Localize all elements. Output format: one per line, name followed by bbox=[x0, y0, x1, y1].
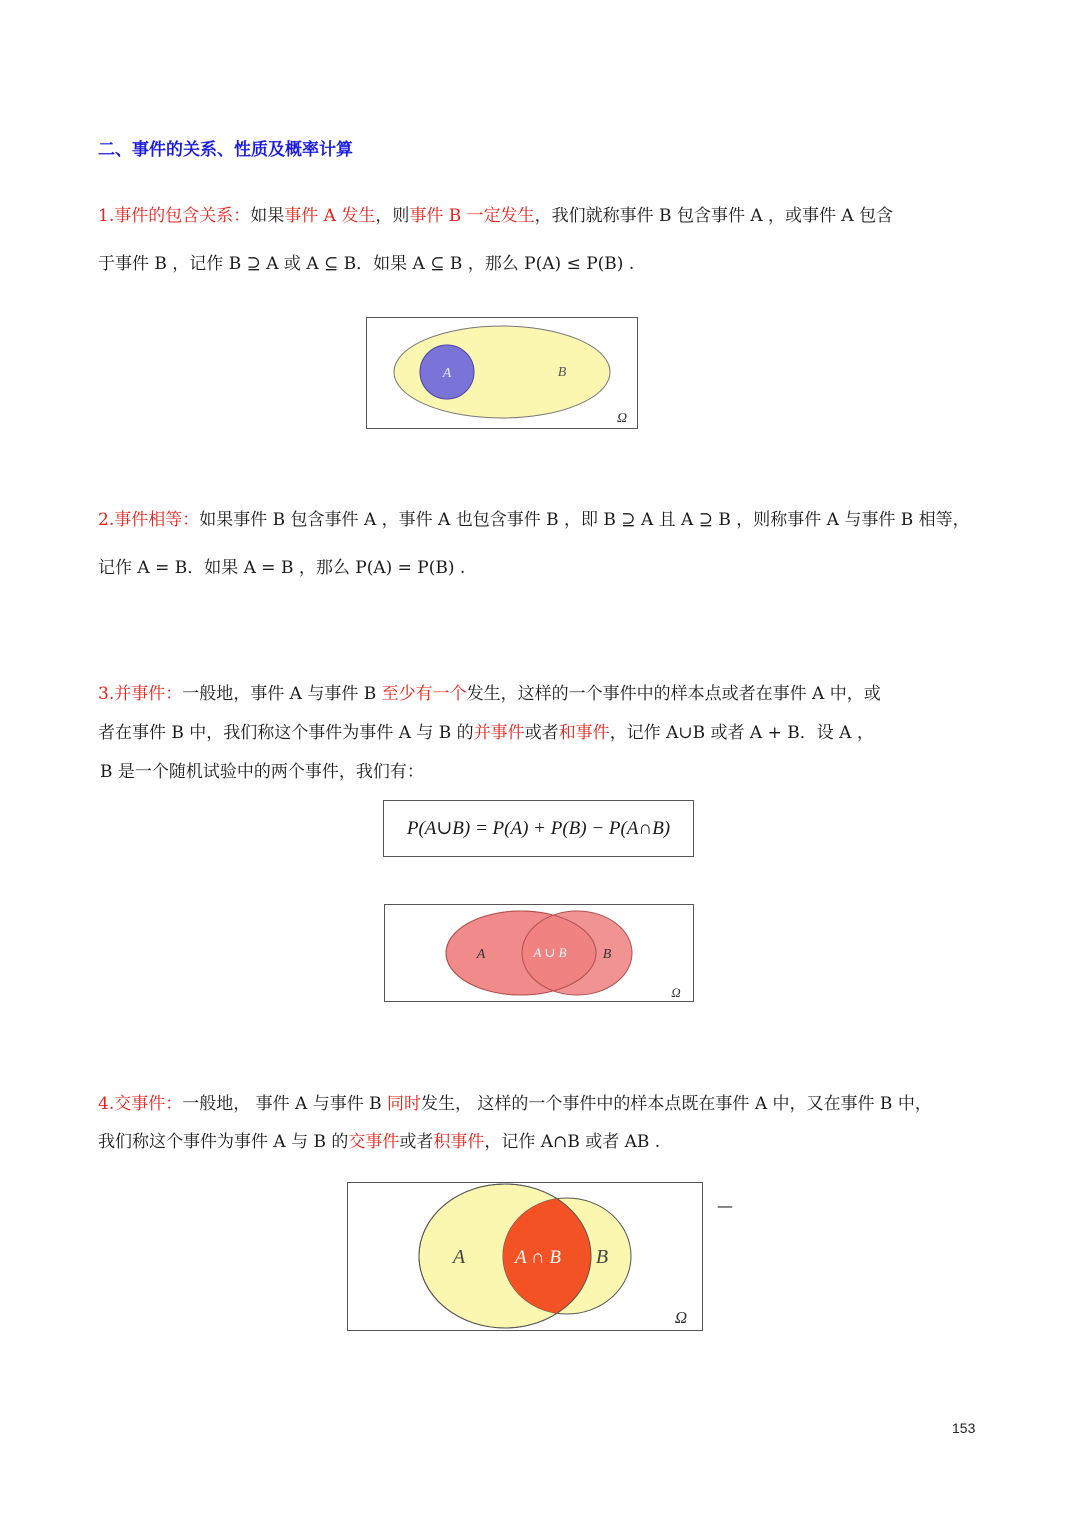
s4-line-1 bbox=[98, 1092, 932, 1116]
venn3-b-label: B bbox=[602, 947, 612, 962]
s3-line-2 bbox=[98, 721, 874, 745]
s3-text: 者在事件 B 中，我们称这个事件为事件 A 与 B 的 bbox=[98, 723, 474, 743]
union-formula: P(A∪B) = P(A) + P(B) − P(A∩B) bbox=[406, 818, 671, 839]
s1-term: 1.事件的包含关系： bbox=[98, 206, 251, 226]
s4-text: 一般地， 事件 A 与事件 B bbox=[182, 1094, 388, 1114]
s4-term: 4.交事件： bbox=[98, 1094, 183, 1114]
venn-union bbox=[384, 904, 694, 1002]
venn1-omega: Ω bbox=[616, 411, 628, 426]
s3-red-3: 和事件 bbox=[558, 723, 610, 743]
venn4-b-label: B bbox=[595, 1246, 609, 1268]
s4-text: 我们称这个事件为事件 A 与 B 的 bbox=[98, 1132, 349, 1152]
s3-red-2: 并事件 bbox=[473, 723, 525, 743]
venn-containment bbox=[366, 317, 638, 429]
s2-term: 2.事件相等： bbox=[98, 510, 200, 530]
section-heading: 二、事件的关系、性质及概率计算 bbox=[98, 140, 353, 160]
s2-text: 如果事件 B 包含事件 A ，事件 A 也包含事件 B ，即 B ⊇ A 且 A ⊇ B ，则称事件 A 与事件 B 相等， bbox=[199, 510, 970, 530]
venn4-omega: Ω bbox=[674, 1308, 688, 1327]
union-formula-box bbox=[383, 800, 694, 857]
s4-line-2 bbox=[98, 1130, 660, 1154]
s4-red-1: 同时 bbox=[387, 1094, 422, 1114]
venn1-a-label: A bbox=[442, 366, 452, 381]
s3-text: 或者 bbox=[524, 723, 559, 743]
s1-red-1: 事件 A 发生 bbox=[284, 206, 376, 226]
venn3-ab-label: A ∪ B bbox=[533, 945, 567, 960]
page-number: 153 bbox=[952, 1420, 976, 1436]
venn4-a-label: A bbox=[452, 1246, 466, 1268]
s4-text: ，记作 A∩B 或者 AB . bbox=[484, 1132, 661, 1152]
s1-line-2: 于事件 B ，记作 B ⊇ A 或 A ⊆ B．如果 A ⊆ B ，那么 P(A) ≤ P(B) . bbox=[98, 254, 635, 274]
s3-text: ，记作 A∪B 或者 A + B．设 A ， bbox=[609, 723, 874, 743]
s3-line-1 bbox=[98, 682, 881, 706]
venn4-ab-label: A ∩ B bbox=[514, 1247, 562, 1268]
venn3-a-label: A bbox=[476, 947, 486, 962]
s1-text: 如果 bbox=[250, 206, 285, 226]
s4-red-3: 积事件 bbox=[433, 1132, 485, 1152]
stray-dash: — bbox=[717, 1196, 733, 1215]
s4-red-2: 交事件 bbox=[348, 1132, 400, 1152]
s4-text: 发生， 这样的一个事件中的样本点既在事件 A 中，又在事件 B 中， bbox=[421, 1094, 932, 1114]
s3-red-1: 至少有一个 bbox=[381, 684, 467, 704]
venn3-omega: Ω bbox=[671, 985, 681, 1000]
s1-text: ，我们就称事件 B 包含事件 A ，或事件 A 包含 bbox=[534, 206, 894, 226]
venn1-b-label: B bbox=[557, 365, 567, 380]
s3-text: 一般地，事件 A 与事件 B bbox=[182, 684, 382, 704]
s3-text: 发生，这样的一个事件中的样本点或者在事件 A 中，或 bbox=[466, 684, 881, 704]
s2-line-2: 记作 A = B．如果 A = B ，那么 P(A) = P(B) . bbox=[98, 558, 466, 578]
s1-text: ，则 bbox=[375, 206, 410, 226]
s3-term: 3.并事件： bbox=[98, 684, 183, 704]
s3-line-3: B 是一个随机试验中的两个事件，我们有： bbox=[100, 762, 424, 782]
s4-text: 或者 bbox=[399, 1132, 434, 1152]
s2-line-1 bbox=[98, 508, 970, 532]
s1-line-1 bbox=[98, 204, 893, 228]
venn-intersection bbox=[347, 1182, 703, 1332]
s1-red-2: 事件 B 一定发生 bbox=[409, 206, 535, 226]
